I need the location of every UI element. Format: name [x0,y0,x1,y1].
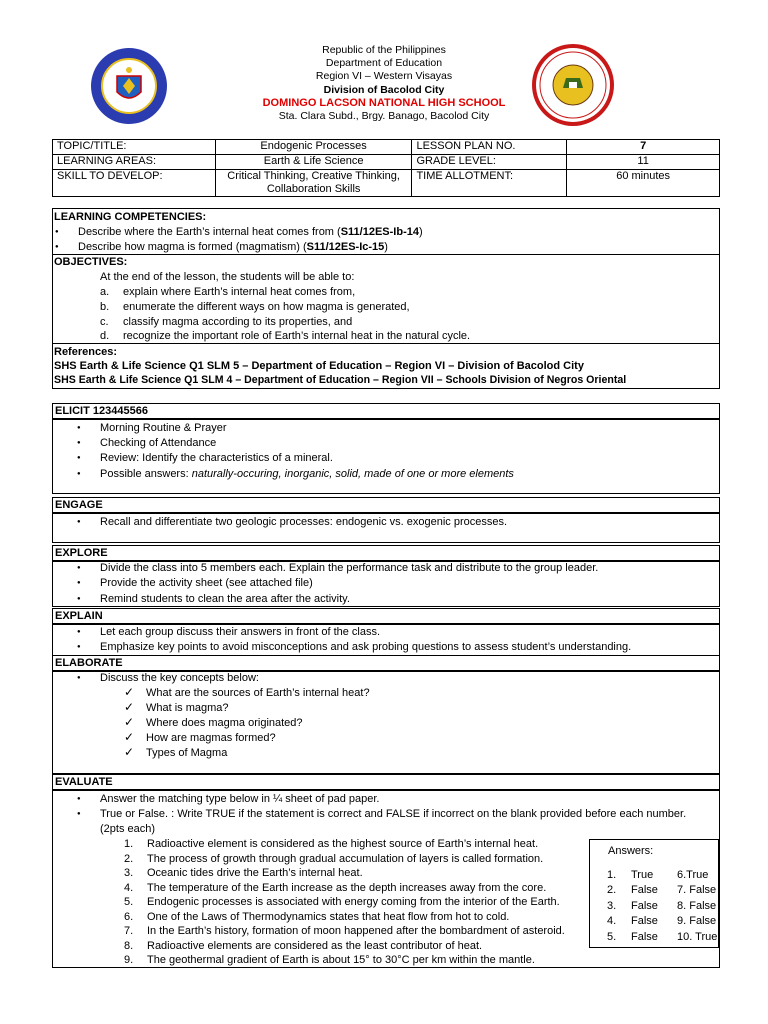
answer-value: False [631,900,658,912]
question-text: Oceanic tides drive the Earth’s internal heat. [147,867,363,879]
competency-1-end: ) [418,226,423,238]
key-concept: ✓ How are magmas formed? [146,731,276,745]
explore-item: ● Divide the class into 5 members each. Explain the performance task and distribute to the group leader. [100,561,598,575]
objective-text: enumerate the different ways on how magma is generated, [123,301,410,313]
lesson-plan-value: 7 [567,140,720,155]
elicit-item: ● Review: Identify the characteristics of a mineral. [100,451,333,465]
competencies-title: LEARNING COMPETENCIES: [54,211,207,223]
competency-1-text: Describe where the Earth’s internal heat comes from ( [78,226,341,238]
question-text: Endogenic processes is associated with energy coming from the interior of the Earth. [147,896,560,908]
answer-value: True [631,869,654,881]
question-number: 6. [124,911,134,923]
elicit-item: ● Checking of Attendance [100,436,216,450]
evaluate-title: EVALUATE [52,774,720,790]
topic-value: Endogenic Processes [215,140,412,155]
lesson-plan-label: LESSON PLAN NO. [412,140,567,155]
answer-number: 2. [607,884,617,896]
objectives-intro: At the end of the lesson, the students will be able to: [100,271,355,283]
question-number: 3. [124,867,134,879]
answer-value: 10. True [677,931,718,943]
question-text: The process of growth through gradual accumulation of layers is called formation. [147,853,544,865]
skill-line-2: Collaboration Skills [266,183,361,195]
question-number: 4. [124,882,134,894]
grade-level-value: 11 [567,155,720,170]
school-name: DOMINGO LACSON NATIONAL HIGH SCHOOL [262,97,506,109]
school-address: Sta. Clara Subd., Brgy. Banago, Bacolod City [278,110,490,122]
question-text: The geothermal gradient of Earth is about 15° to 30°C per km within the mantle. [147,954,535,966]
lesson-info-table [52,139,720,197]
answer-value: False [631,884,658,896]
answer-value: 6.True [677,869,709,881]
references-title: References: [54,346,117,358]
answer-number: 5. [607,931,617,943]
answer-value: False [631,915,658,927]
possible-answers-label: Possible answers: [100,468,192,480]
question-number: 7. [124,925,134,937]
explain-item: ● Let each group discuss their answers in front of the class. [100,625,380,639]
competency-2-code: S11/12ES-Ic-15 [306,241,385,253]
time-allotment-label: TIME ALLOTMENT: [412,170,567,197]
answer-number: 3. [607,900,617,912]
explore-title: EXPLORE [52,545,720,561]
key-concept: ✓ Where does magma originated? [146,716,303,730]
grade-level-label: GRADE LEVEL: [412,155,567,170]
explain-item: ● Emphasize key points to avoid misconceptions and ask probing questions to assess student’s understanding. [100,640,631,654]
learning-areas-label: LEARNING AREAS: [53,155,216,170]
time-allotment-value: 60 minutes [567,170,720,197]
objective-text: explain where Earth’s internal heat comes from, [123,286,356,298]
divider [52,343,720,344]
learning-areas-value: Earth & Life Science [215,155,412,170]
objective-letter: b. [100,301,110,313]
elicit-title: ELICIT 123445566 [52,403,720,419]
skill-label: SKILL TO DEVELOP: [53,170,216,197]
answer-value: 8. False [677,900,717,912]
evaluate-item: ● True or False. : Write TRUE if the statement is correct and FALSE if incorrect on the blank provided before each number. [100,807,686,821]
objective-letter: c. [100,316,109,328]
question-number: 5. [124,896,134,908]
explore-item: ● Remind students to clean the area after the activity. [100,592,350,606]
question-number: 9. [124,954,134,966]
explain-title: EXPLAIN [52,608,720,624]
answers-title: Answers: [608,845,654,857]
question-text: One of the Laws of Thermodynamics states that heat flow from hot to cold. [147,911,510,923]
competency-1-code: S11/12ES-Ib-14 [340,226,419,238]
key-concept: ✓ Types of Magma [146,746,227,760]
skill-value [215,170,412,197]
elaborate-title: ELABORATE [52,655,720,671]
competency-1 [78,225,423,239]
possible-answers-text: naturally-occuring, inorganic, solid, made of one or more elements [191,468,514,480]
answer-value: 7. False [677,884,717,896]
answer-number: 1. [607,869,617,881]
elicit-item: ● Morning Routine & Prayer [100,421,227,435]
objective-letter: d. [100,330,110,342]
answer-value: False [631,931,658,943]
topic-label: TOPIC/TITLE: [53,140,216,155]
skill-line-1: Critical Thinking, Creative Thinking, [227,170,400,182]
question-text: In the Earth’s history, formation of moon happened after the bombardment of asteroid. [147,925,565,937]
competency-2 [78,240,388,254]
header-division: Division of Bacolod City [323,84,445,96]
key-concept: ✓ What are the sources of Earth’s internal heat? [146,686,370,700]
answer-number: 4. [607,915,617,927]
explore-item: ● Provide the activity sheet (see attached file) [100,576,313,590]
objective-text: recognize the important role of Earth’s internal heat in the natural cycle. [123,330,471,342]
header-line-3: Region VI – Western Visayas [315,70,453,82]
question-number: 1. [124,838,134,850]
reference-2: SHS Earth & Life Science Q1 SLM 4 – Department of Education – Region VII – Schools Division of Negros Oriental [54,374,627,386]
key-concept: ✓ What is magma? [146,701,229,715]
objective-text: classify magma according to its properties, and [123,316,353,328]
header-line-2: Department of Education [325,57,443,69]
competency-2-end: ) [384,241,388,253]
header-line-1: Republic of the Philippines [322,44,446,56]
elaborate-item: ● Discuss the key concepts below: [100,671,259,685]
evaluate-points: (2pts each) [100,823,156,835]
reference-1: SHS Earth & Life Science Q1 SLM 5 – Department of Education – Region VI – Division of Bacolod City [54,360,584,372]
objectives-title: OBJECTIVES: [54,256,128,268]
evaluate-item: ● Answer the matching type below in ¼ sheet of pad paper. [100,792,379,806]
answer-value: 9. False [677,915,717,927]
engage-title: ENGAGE [52,497,720,513]
question-text: The temperature of the Earth increase as the depth increases away from the core. [147,882,547,894]
question-text: Radioactive element is considered as the highest source of Earth’s internal heat. [147,838,539,850]
objective-letter: a. [100,286,110,298]
question-number: 8. [124,940,134,952]
engage-item: ● Recall and differentiate two geologic processes: endogenic vs. exogenic processes. [100,515,507,529]
competency-2-text: Describe how magma is formed (magmatism) ( [78,241,307,253]
question-text: Radioactive elements are considered as the least contributor of heat. [147,940,483,952]
question-number: 2. [124,853,134,865]
divider [52,254,720,255]
elicit-item [100,467,514,481]
